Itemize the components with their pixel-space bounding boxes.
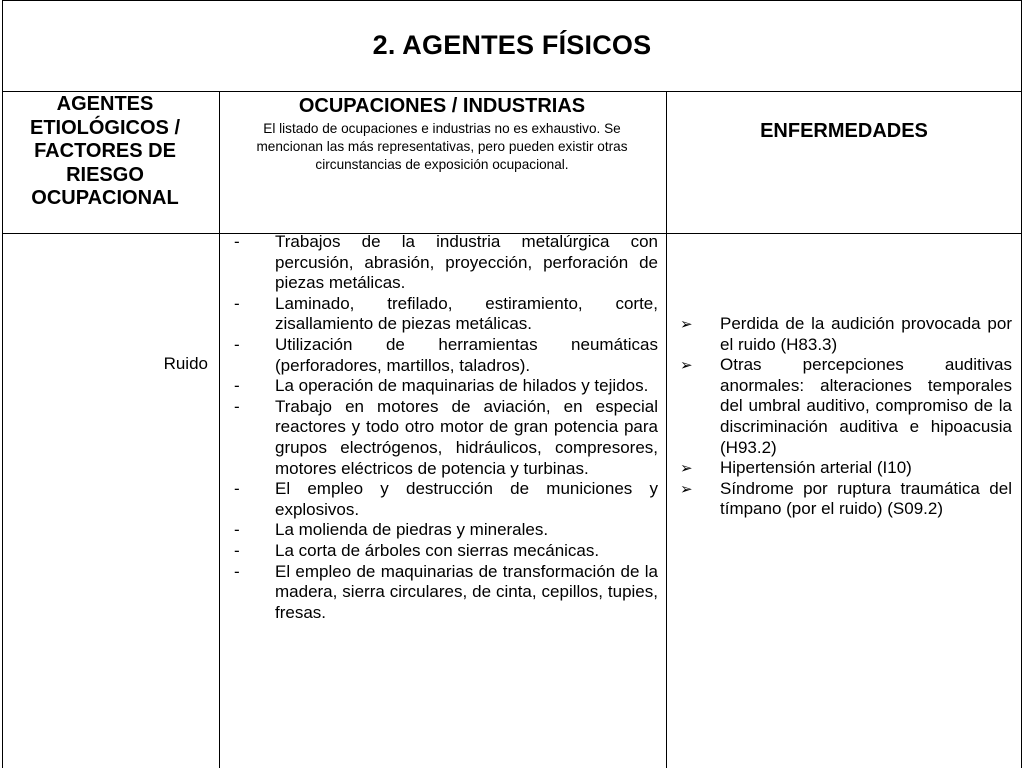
column-divider-1 [219, 91, 220, 768]
occupation-item: - La corta de árboles con sierras mecánicas. [230, 541, 658, 562]
disease-item: ➢ Síndrome por ruptura traumática del tímpano (por el ruido) (S09.2) [676, 479, 1012, 520]
occupation-item: - La molienda de piedras y minerales. [230, 520, 658, 541]
occupation-item: - El empleo de maquinarias de transformación de la madera, sierra circulares, de cinta, cepillos, tupies, fresas. [230, 562, 658, 624]
header-agents: AGENTES ETIOLÓGICOS / FACTORES DE RIESGO OCUPACIONAL [29, 93, 180, 210]
occupation-item: - Trabajo en motores de aviación, en especial reactores y todo otro motor de gran potencia para grupos electrógenos, hidráulicos, compresores, motores eléctricos de potencia y turbinas. [230, 397, 658, 479]
header-occupations [222, 94, 662, 174]
occupation-item: - El empleo y destrucción de municiones y explosivos. [230, 479, 658, 520]
occupation-item: - La operación de maquinarias de hilados y tejidos. [230, 376, 658, 397]
header-occupations-title: OCUPACIONES / INDUSTRIAS [298, 95, 586, 117]
occupation-item: - Utilización de herramientas neumáticas (perforadores, martillos, taladros). [230, 335, 658, 376]
agent-name: Ruido [163, 354, 208, 373]
occupation-item: - Laminado, trefilado, estiramiento, corte, zisallamiento de piezas metálicas. [230, 294, 658, 335]
diseases-list [676, 314, 1012, 520]
disease-item: ➢ Otras percepciones auditivas anormales: alteraciones temporales del umbral auditivo, compromiso de la discriminación auditiva e hipoacusia (H93.2) [676, 355, 1012, 458]
disease-item: ➢ Hipertensión arterial (I10) [676, 458, 1012, 479]
occupation-item: - Trabajos de la industria metalúrgica con percusión, abrasión, proyección, perforación de piezas metálicas. [230, 232, 658, 294]
disease-item: ➢ Perdida de la audición provocada por el ruido (H83.3) [676, 314, 1012, 355]
column-divider-2 [666, 91, 667, 768]
title-divider [3, 91, 1021, 92]
occupations-list [230, 232, 658, 623]
page-title: 2. AGENTES FÍSICOS [372, 29, 652, 60]
header-diseases: ENFERMEDADES [760, 120, 928, 142]
header-occupations-note: El listado de ocupaciones e industrias no es exhaustivo. Se mencionan las más representativas, pero pueden existir otras circunstancias de exposición ocupacional. [256, 121, 628, 172]
